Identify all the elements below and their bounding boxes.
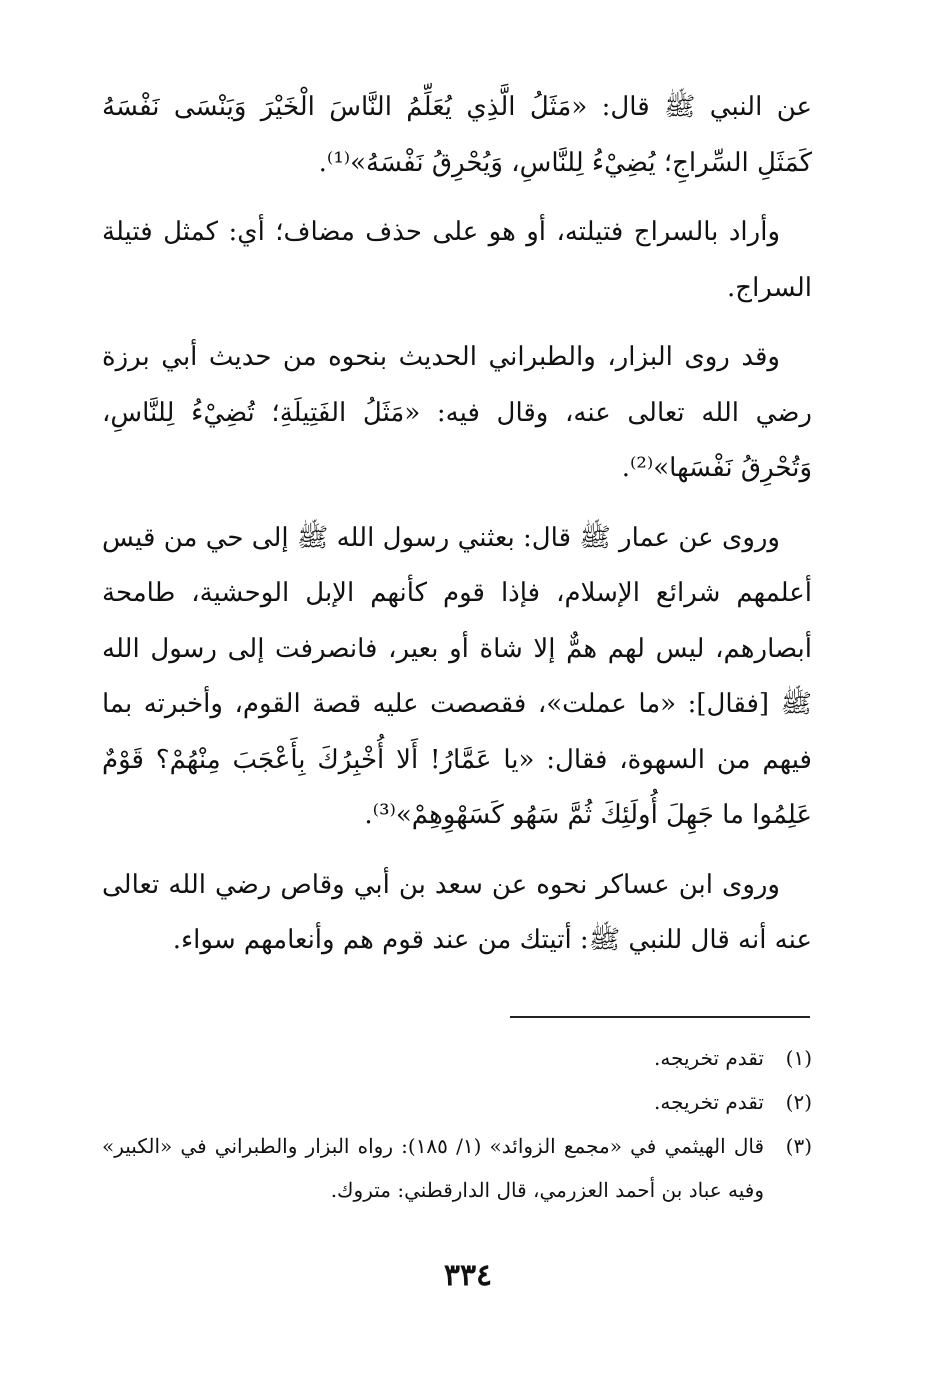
footnote-text: قال الهيثمي في «مجمع الزوائد» (١/ ١٨٥): رواه البزار والطبراني في «الكبير» وفيه عباد بن أحمد العزرمي، قال الدارقطني: متروك. xyxy=(102,1134,765,1202)
paragraph-hadith-lamp: عن النبي ﷺ قال: «مَثَلُ الَّذِي يُعَلِّمُ النَّاسَ الْخَيْرَ وَيَنْسَى نَفْسَهُ كَمَثَلِ السِّراجِ؛ يُضِيْءُ لِلنَّاسِ، وَيُحْرِقُ نَفْسَهُ»⁽¹⁾. xyxy=(102,92,812,178)
paragraph-explanation: وأراد بالسراج فتيلته، أو هو على حذف مضاف؛ أي: كمثل فتيلة السراج. xyxy=(102,217,812,303)
footnote-number: (٢) xyxy=(785,1090,812,1114)
paragraph-bazzar-narration: وقد روى البزار، والطبراني الحديث بنحوه من حديث أبي برزة رضي الله تعالى عنه، وقال فيه: «مَثَلُ الفَتِيلَةِ؛ تُضِيْءُ لِلنَّاسِ، وَتُحْرِقُ نَفْسَها»⁽²⁾. xyxy=(102,342,812,483)
footnote-item xyxy=(102,1036,812,1080)
main-text xyxy=(102,80,812,983)
footnote-divider xyxy=(510,1016,810,1018)
footnote-number: (٣) xyxy=(785,1134,812,1158)
footnote-number: (١) xyxy=(785,1046,812,1070)
paragraph-ibn-asakir-narration: وروى ابن عساكر نحوه عن سعد بن أبي وقاص رضي الله تعالى عنه أنه قال للنبي ﷺ: أتيتك من عند قوم هم وأنعامهم سواء. xyxy=(102,869,812,955)
footnote-item xyxy=(102,1080,812,1124)
footnote-text: تقدم تخريجه. xyxy=(654,1046,764,1070)
footnote-item xyxy=(102,1124,812,1212)
page-number: ٣٣٤ xyxy=(443,1258,493,1293)
paragraph-ammar-narration: وروى عن عمار ﷺ قال: بعثني رسول الله ﷺ إلى حي من قيس أعلمهم شرائع الإسلام، فإذا قوم كأنهم الإبل الوحشية، طامحة أبصارهم، ليس لهم همٌّ إلا شاة أو بعير، فانصرفت إلى رسول الله ﷺ [فقال]: «ما عملت»، فقصصت عليه قصة القوم، وأخبرته بما فيهم من السهوة، فقال: «يا عَمَّارُ! أَلا أُخْبِرُكَ بِأَعْجَبَ مِنْهُمْ؟ قَوْمٌ عَلِمُوا ما جَهِلَ أُولَئِكَ ثُمَّ سَهُو كَسَهْوِهِمْ»⁽³⁾. xyxy=(102,522,812,830)
footnote-text: تقدم تخريجه. xyxy=(654,1090,764,1114)
footnotes xyxy=(102,1036,812,1212)
